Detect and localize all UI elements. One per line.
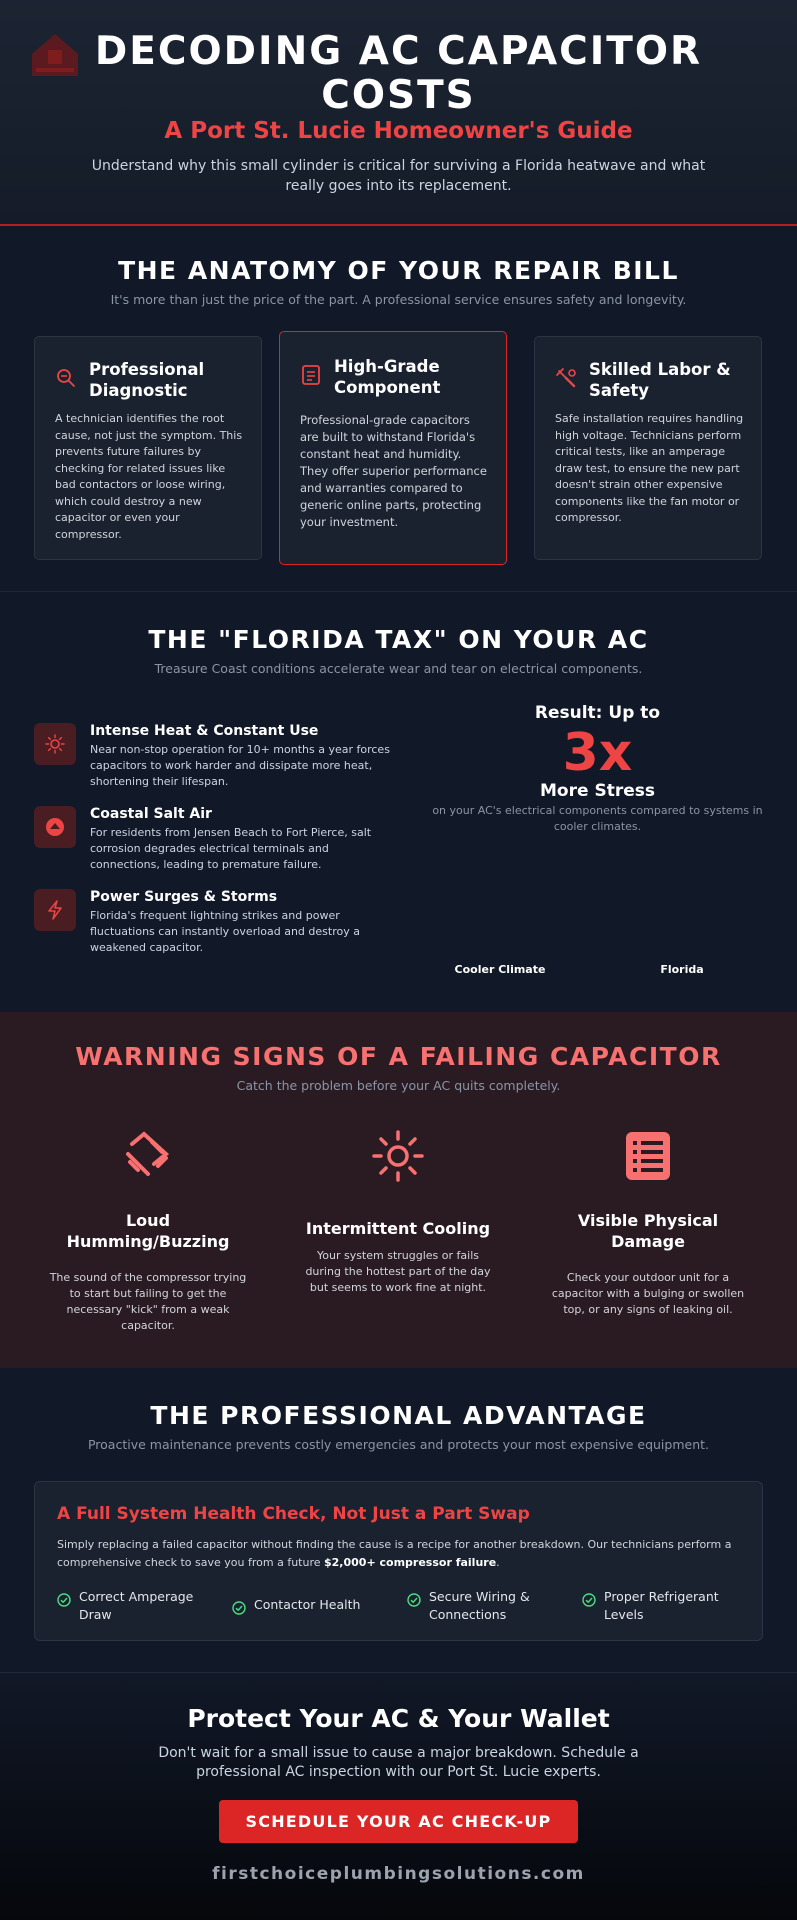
check-label: Secure Wiring & Connections (429, 1589, 530, 1622)
cta-section (0, 1674, 797, 1920)
warning-title: WARNING SIGNS OF A FAILING CAPACITOR (75, 1042, 722, 1071)
bar-label-florida: Florida (660, 963, 704, 976)
result-value: 3x (562, 723, 633, 783)
factor-text: For residents from Jensen Beach to Fort Pierce, salt corrosion degrades electrical terminals and connections, leading to premature failure. (90, 826, 372, 871)
sign-text: Your system struggles or fails during the hottest part of the day but seems to work fine at night. (305, 1249, 491, 1294)
magnifier-icon (55, 367, 77, 389)
document-icon (300, 364, 322, 386)
factor-title: Intense Heat & Constant Use (90, 723, 319, 739)
sign-title: Visible Physical Damage (577, 1211, 719, 1251)
florida-title: THE "FLORIDA TAX" ON YOUR AC (148, 625, 649, 654)
anatomy-title: THE ANATOMY OF YOUR REPAIR BILL (118, 256, 679, 285)
check-item-contactor (232, 1596, 402, 1636)
factor-text: Florida's frequent lightning strikes and power fluctuations can instantly overload and destroy a weakened capacitor. (90, 909, 360, 954)
card-title: High-Grade Component (334, 357, 441, 397)
advantage-title: THE PROFESSIONAL ADVANTAGE (150, 1401, 647, 1430)
card-skilled-labor-safety (534, 336, 762, 560)
factor-title: Power Surges & Storms (90, 889, 278, 905)
health-check-title: A Full System Health Check, Not Just a Part Swap (57, 1504, 530, 1524)
sign-text: The sound of the compressor trying to start but failing to get the necessary "kick" from a weak capacitor. (49, 1271, 247, 1332)
capacitor-icon (622, 1130, 674, 1182)
lightning-icon (45, 900, 65, 920)
check-item-refrigerant (582, 1588, 752, 1628)
result-label: Result: Up to (534, 703, 661, 723)
sound-waves-icon (122, 1130, 174, 1182)
factor-power-surges (34, 889, 394, 959)
advantage-subtitle: Proactive maintenance prevents costly emergencies and protects your most expensive equipment. (87, 1437, 710, 1452)
anatomy-subtitle: It's more than just the price of the part. A professional service ensures safety and longevity. (110, 292, 687, 307)
sign-text: Check your outdoor unit for a capacitor with a bulging or swollen top, or any signs of leaking oil. (551, 1271, 745, 1316)
check-item-amperage (57, 1588, 227, 1628)
check-circle-icon (407, 1593, 421, 1607)
check-item-wiring (407, 1588, 577, 1628)
card-high-grade-component (279, 331, 507, 565)
card-title: Skilled Labor & Safety (589, 360, 731, 400)
check-circle-icon (57, 1593, 71, 1607)
result-caption: More Stress (540, 781, 655, 801)
hero-lead: Understand why this small cylinder is critical for surviving a Florida heatwave and what really goes into its replacement. (91, 158, 706, 194)
check-circle-icon (232, 1601, 246, 1615)
anatomy-section (0, 228, 797, 592)
sun-icon (45, 734, 65, 754)
tools-icon (555, 367, 577, 389)
compressor-failure-highlight: $2,000+ compressor failure (324, 1556, 497, 1569)
cta-text: Don't wait for a small issue to cause a major breakdown. Schedule a professional AC inspection with our Port St. Lucie experts. (158, 1745, 639, 1780)
professional-advantage-section (0, 1369, 797, 1673)
sign-title: Loud Humming/Buzzing (66, 1211, 230, 1251)
check-circle-icon (582, 1593, 596, 1607)
bar-label-cooler-climate: Cooler Climate (454, 963, 546, 976)
result-description: on your AC's electrical components compared to systems in cooler climates. (432, 804, 763, 833)
health-check-card (34, 1481, 763, 1641)
factor-salt-air (34, 806, 394, 876)
check-label: Proper Refrigerant Levels (604, 1589, 719, 1622)
salt-air-icon (45, 817, 65, 837)
florida-tax-section (0, 593, 797, 1011)
website-link[interactable]: firstchoiceplumbingsolutions.com (212, 1864, 585, 1884)
card-text: Safe installation requires handling high voltage. Technicians perform critical tests, like an amperage draw test, to ensure the new part doesn't strain other expensive components like the fan motor or compressor. (555, 412, 744, 524)
schedule-checkup-button[interactable]: SCHEDULE YOUR AC CHECK-UP (219, 1800, 578, 1843)
factor-title: Coastal Salt Air (90, 806, 212, 822)
card-professional-diagnostic (34, 336, 262, 560)
card-text: Professional-grade capacitors are built to withstand Florida's constant heat and humidity. They offer superior performance and warranties compared to generic online parts, protecting your investment. (300, 413, 487, 529)
health-check-text: Simply replacing a failed capacitor without finding the cause is a recipe for another breakdown. Our technicians perform a comprehensive check to save you from a future $2,000+ compressor failure. (57, 1538, 732, 1569)
sun-heat-icon (372, 1130, 424, 1182)
warning-subtitle: Catch the problem before your AC quits completely. (236, 1078, 561, 1093)
hero-header (0, 0, 797, 226)
factor-text: Near non-stop operation for 10+ months a year forces capacitors to work harder and dissipate more heat, shortening their lifespan. (90, 743, 390, 788)
check-label: Contactor Health (254, 1597, 361, 1612)
factor-heat (34, 723, 394, 793)
cta-title: Protect Your AC & Your Wallet (187, 1704, 610, 1733)
card-text: A technician identifies the root cause, not just the symptom. This prevents future failures by checking for related issues like bad contactors or loose wiring, which could destroy a new capacitor or even your compressor. (55, 412, 243, 541)
page-subtitle: A Port St. Lucie Homeowner's Guide (164, 118, 633, 144)
florida-subtitle: Treasure Coast conditions accelerate wear and tear on electrical components. (154, 661, 643, 676)
card-title: Professional Diagnostic (89, 360, 205, 400)
sign-title: Intermittent Cooling (305, 1219, 491, 1238)
check-label: Correct Amperage Draw (79, 1589, 194, 1622)
warning-signs-section (0, 1012, 797, 1368)
page-title: DECODING AC CAPACITOR COSTS (94, 29, 703, 118)
